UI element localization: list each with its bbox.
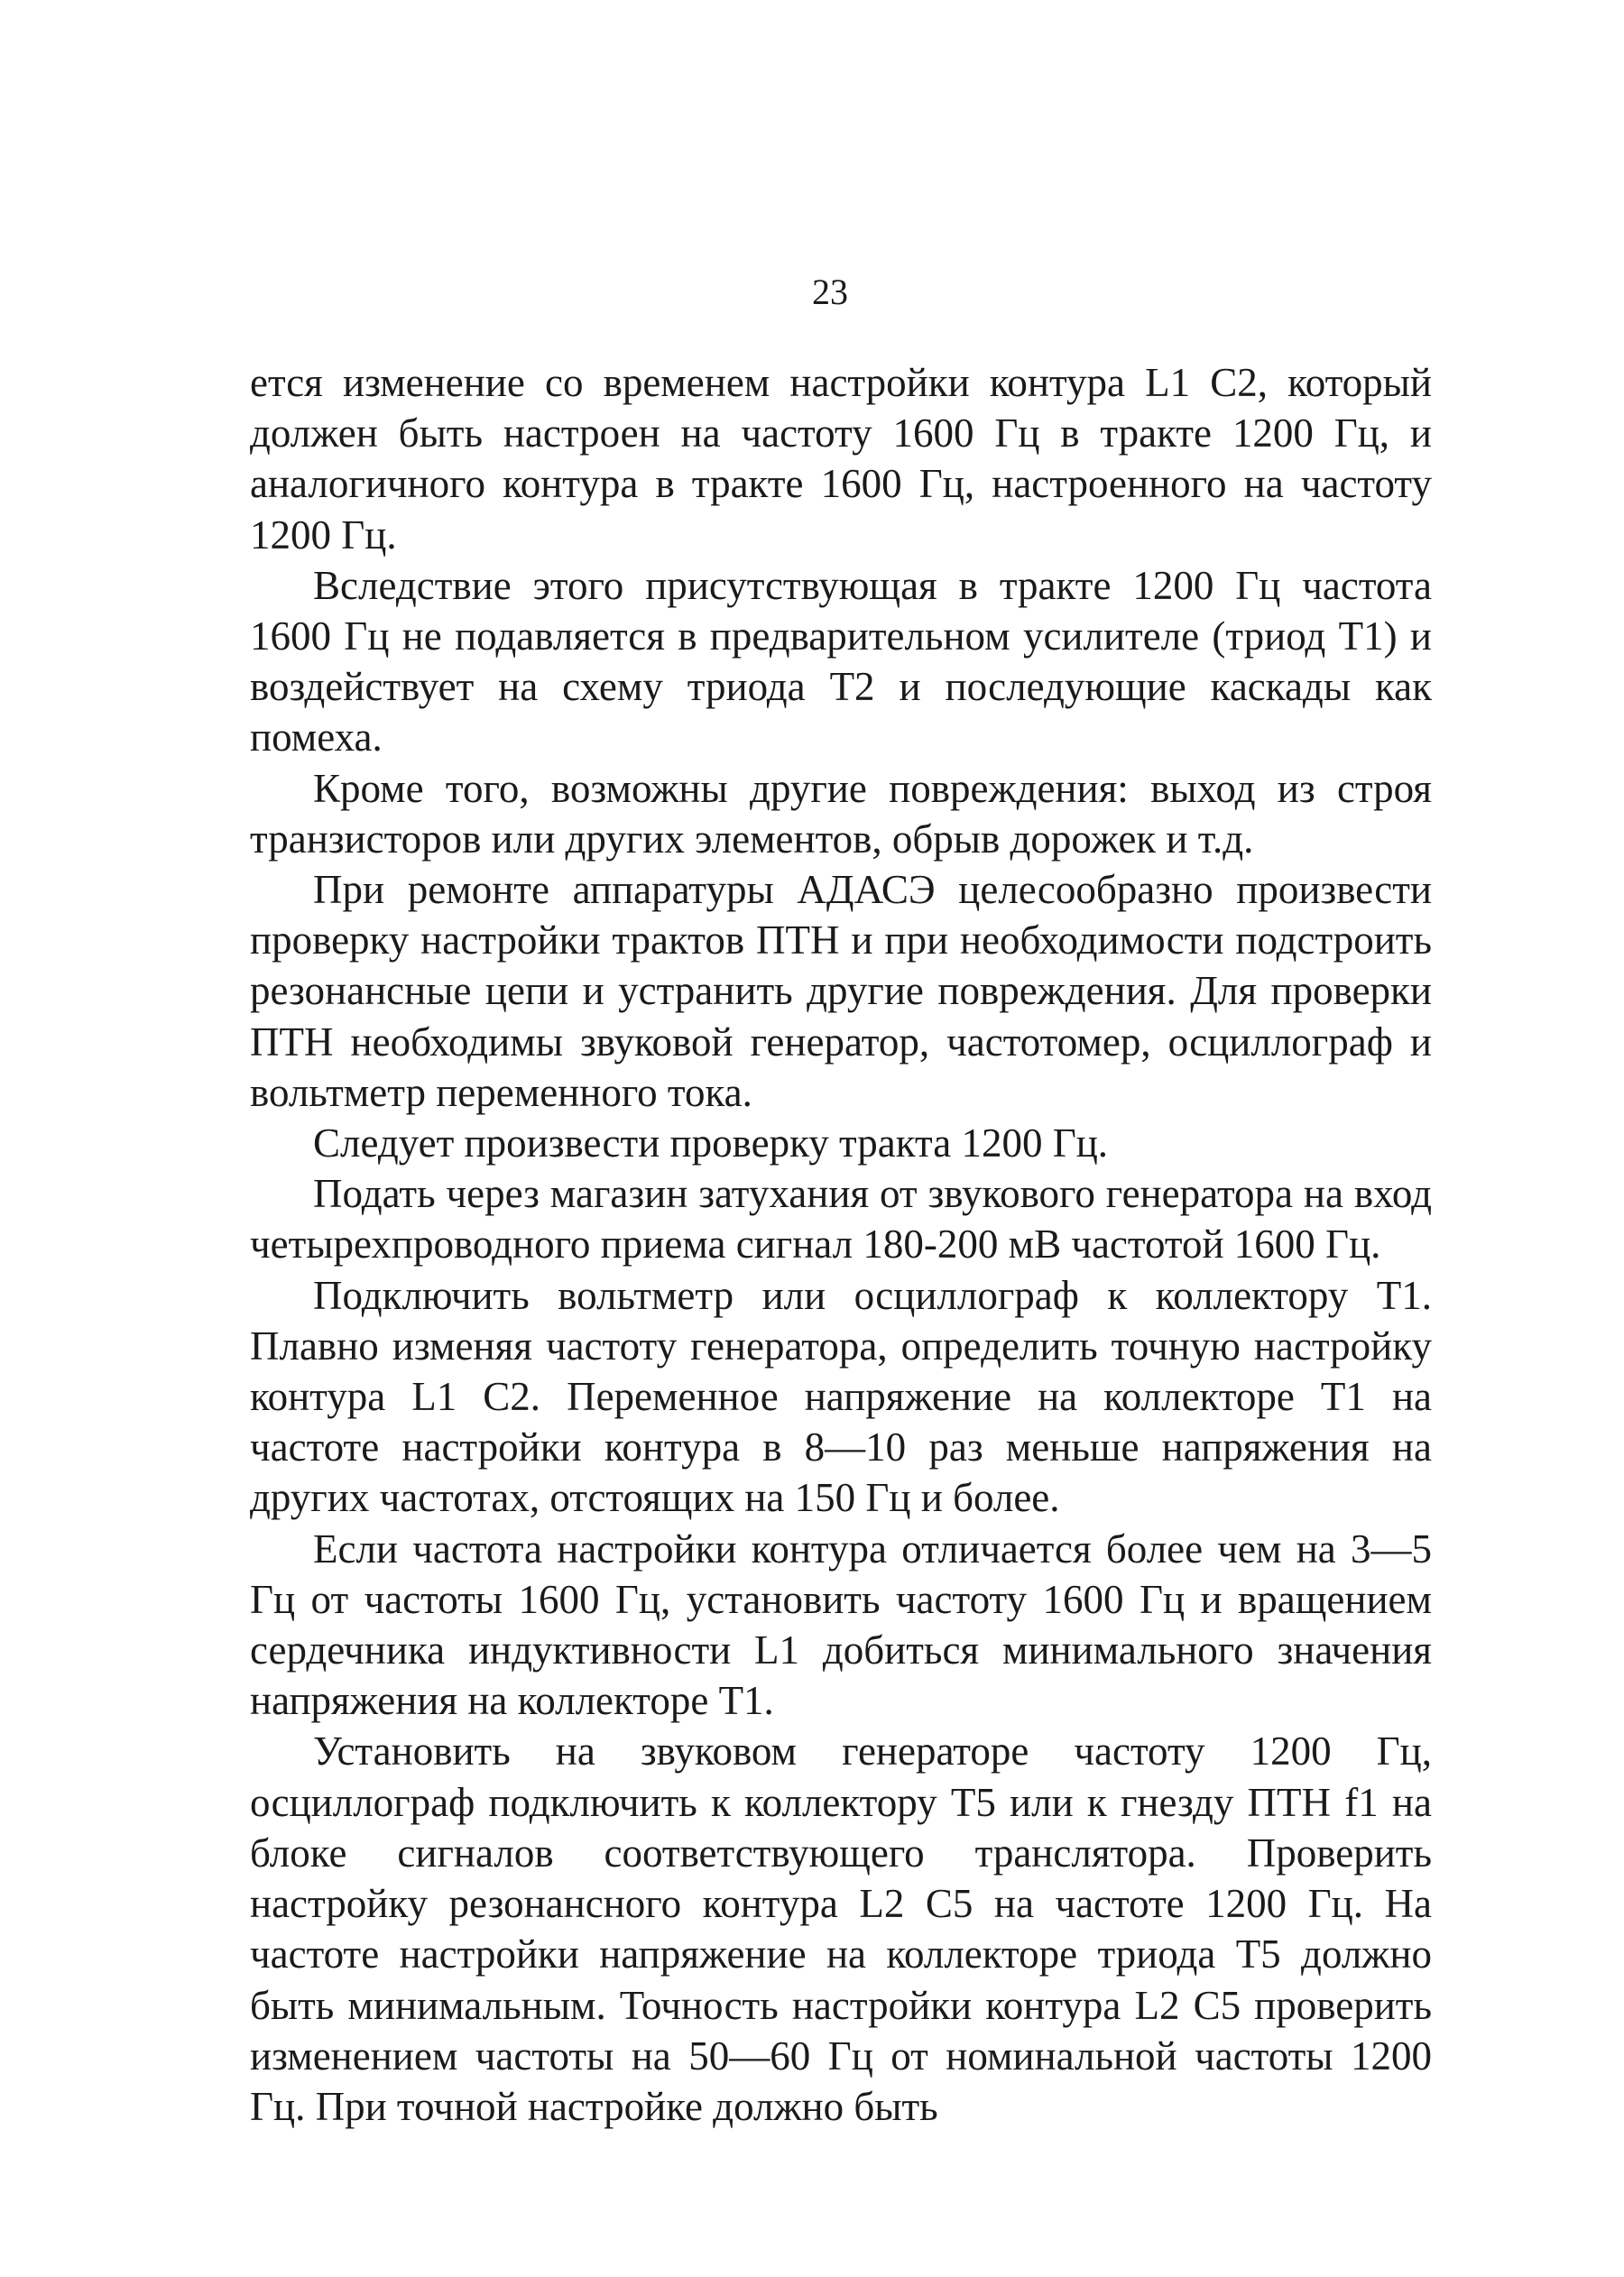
paragraph: Подключить вольтметр или осциллограф к коллектору T1. Плавно изменяя частоту генератора, определить точную настройку контура L1 C2. Переменное напряжение на коллекторе T1 на частоте настройки контура в 8—10 раз меньше напряжения на других частотах, отстоящих на 150 Гц и более. (250, 1272, 1432, 1521)
paragraph: Подать через магазин затухания от звукового генератора на вход четырехпроводного приема сигнал 180-200 мВ частотой 1600 Гц. (250, 1171, 1432, 1268)
paragraph: Следует произвести проверку тракта 1200 Гц. (313, 1120, 1109, 1166)
paragraph: Вследствие этого присутствующая в тракте 1200 Гц частота 1600 Гц не подавляется в предварительном усилителе (триод T1) и воздействует на схему триода T2 и последующие каскады как помеха. (250, 562, 1432, 761)
page-number: 23 (812, 272, 848, 312)
paragraph: При ремонте аппаратуры АДАСЭ целесообразно произвести проверку настройки трактов ПТН и при необходимости подстроить резонансные цепи и устранить другие повреждения. Для проверки ПТН необходимы звуковой генератор, частотомер, осциллограф и вольтметр переменного тока. (250, 867, 1432, 1115)
paragraph: Установить на звуковом генераторе частоту 1200 Гц, осциллограф подключить к коллектору T5 или к гнезду ПТН f1 на блоке сигналов соответствующего транслятора. Проверить настройку резонансного контура L2 C5 на частоте 1200 Гц. На частоте настройки напряжение на коллекторе триода T5 должно быть минимальным. Точность настройки контура L2 C5 проверить изменением частоты на 50—60 Гц от номинальной частоты 1200 Гц. При точной настройке должно быть (250, 1728, 1432, 2129)
paragraph-continuation: ется изменение со временем настройки контура L1 C2, который должен быть настроен на частоту 1600 Гц в тракте 1200 Гц, и аналогичного контура в тракте 1600 Гц, настроенного на частоту 1200 Гц. (250, 360, 1432, 558)
paragraph: Если частота настройки контура отличается более чем на 3—5 Гц от частоты 1600 Гц, установить частоту 1600 Гц и вращением сердечника индуктивности L1 добиться минимального значения напряжения на коллекторе T1. (250, 1526, 1432, 1724)
body-text (250, 357, 1432, 2132)
paragraph: Кроме того, возможны другие повреждения: выход из строя транзисторов или других элементов, обрыв дорожек и т.д. (250, 765, 1432, 862)
